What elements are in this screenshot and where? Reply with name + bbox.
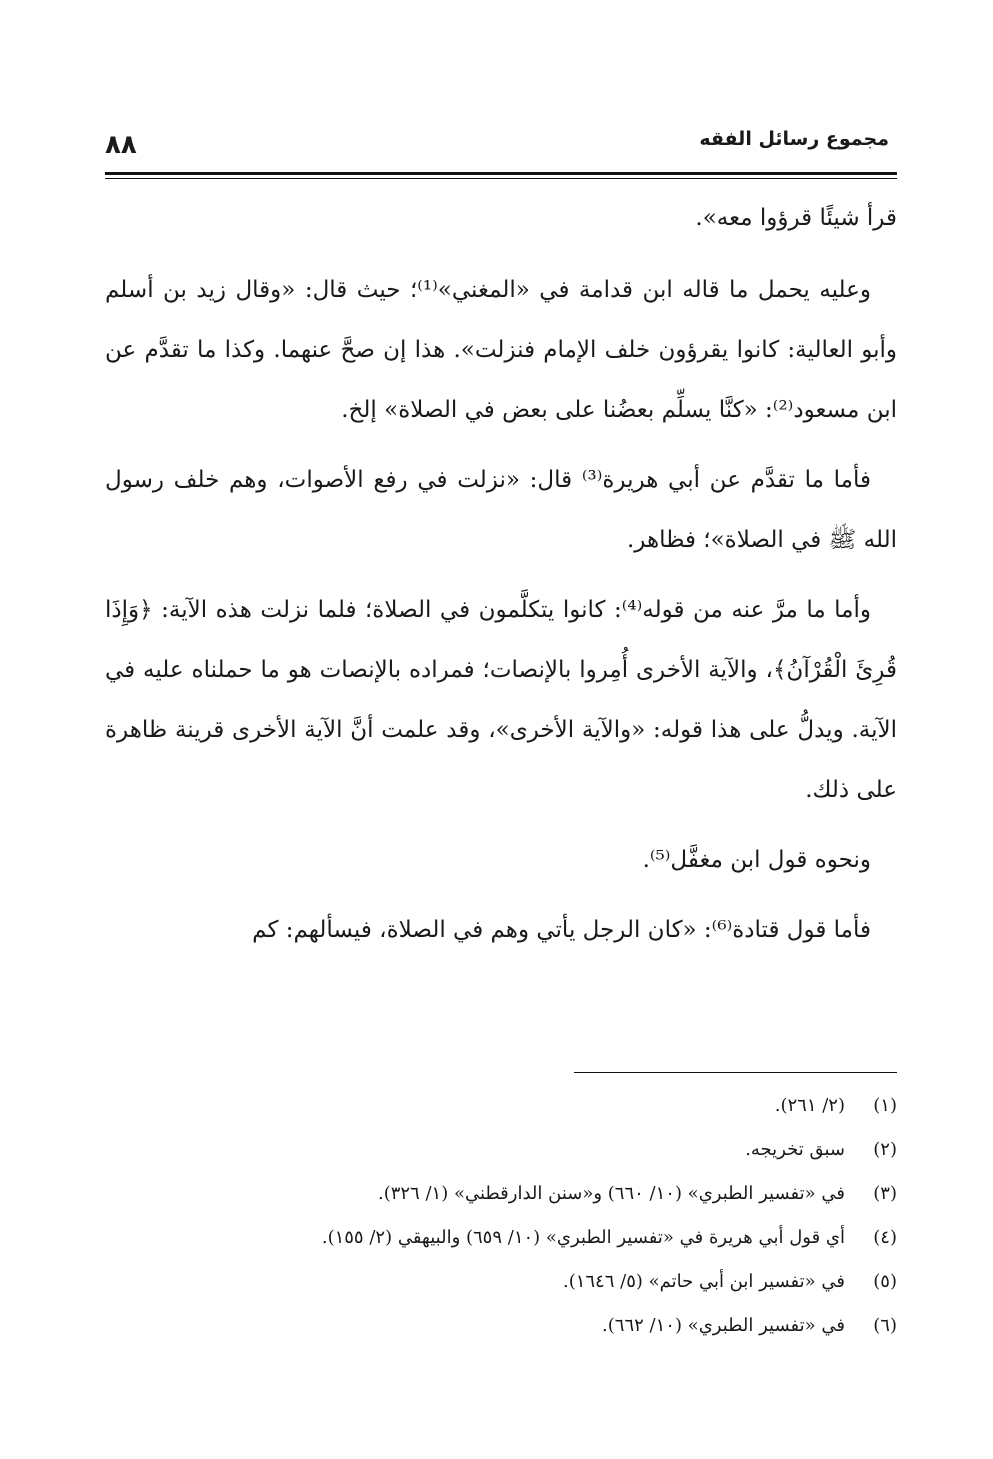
footnote-text: في «تفسير الطبري» (١٠/ ٦٦٠) و«سنن الدارقطني» (١/ ٣٢٦).: [377, 1183, 845, 1204]
paragraph-1: قرأ شيئًا قرؤوا معه».: [695, 205, 897, 231]
footnote-separator: [574, 1072, 897, 1073]
footnote-text: في «تفسير ابن أبي حاتم» (٥/ ١٦٤٦).: [562, 1271, 845, 1292]
footnote-number: (٣): [873, 1183, 897, 1204]
header-rule-thin: [105, 178, 897, 179]
footnote-text: أي قول أبي هريرة في «تفسير الطبري» (١٠/ ٦٥٩) والبيهقي (٢/ ١٥٥).: [321, 1227, 845, 1248]
paragraph-3: فأما ما تقدَّم عن أبي هريرة⁽³⁾ قال: «نزلت في رفع الأصوات، وهم خلف رسول الله ﷺ في الصلاة»؛ فظاهر.: [105, 467, 897, 553]
footnote-text: (٢/ ٢٦١).: [774, 1095, 845, 1116]
footnote-6: [105, 1304, 897, 1348]
paragraph-2: وعليه يحمل ما قاله ابن قدامة في «المغني»⁽¹⁾؛ حيث قال: «وقال زيد بن أسلم وأبو العالية: كانوا يقرؤون خلف الإمام فنزلت». هذا إن صحَّ عنهما. وكذا ما تقدَّم عن ابن مسعود⁽²⁾: «كنَّا يسلِّم بعضُنا على بعض في الصلاة» إلخ.: [105, 277, 897, 423]
footnote-text: سبق تخريجه.: [745, 1139, 845, 1160]
footnote-5: [105, 1260, 897, 1304]
running-title: مجموع رسائل الفقه: [699, 128, 889, 150]
footnote-1: [105, 1084, 897, 1128]
footnote-2: [105, 1128, 897, 1172]
paragraph-4: وأما ما مرَّ عنه من قوله⁽⁴⁾: كانوا يتكلَّمون في الصلاة؛ فلما نزلت هذه الآية: ﴿وَإِذَا قُرِئَ الْقُرْآنُ﴾، والآية الأخرى أُمِروا بالإنصات؛ فمراده بالإنصات هو ما حملناه عليه في الآية. ويدلُّ على هذا قوله: «والآية الأخرى»، وقد علمت أنَّ الآية الأخرى قرينة ظاهرة على ذلك.: [105, 597, 897, 803]
body-text: [105, 188, 897, 970]
header-rule-thick: [105, 172, 897, 175]
footnote-number: (٤): [873, 1227, 897, 1248]
paragraph-6: فأما قول قتادة⁽⁶⁾: «كان الرجل يأتي وهم في الصلاة، فيسألهم: كم: [252, 917, 871, 943]
footnote-3: [105, 1172, 897, 1216]
footnote-number: (٦): [873, 1315, 897, 1336]
footnote-number: (٥): [873, 1271, 897, 1292]
footnote-number: (١): [873, 1095, 897, 1116]
page-header: [105, 128, 897, 172]
page-number: ٨٨: [105, 130, 137, 160]
footnote-number: (٢): [873, 1139, 897, 1160]
footnotes: [105, 1084, 897, 1348]
footnote-4: [105, 1216, 897, 1260]
footnote-text: في «تفسير الطبري» (١٠/ ٦٦٢).: [602, 1315, 845, 1336]
paragraph-5: ونحوه قول ابن مغفَّل⁽⁵⁾.: [642, 847, 871, 873]
